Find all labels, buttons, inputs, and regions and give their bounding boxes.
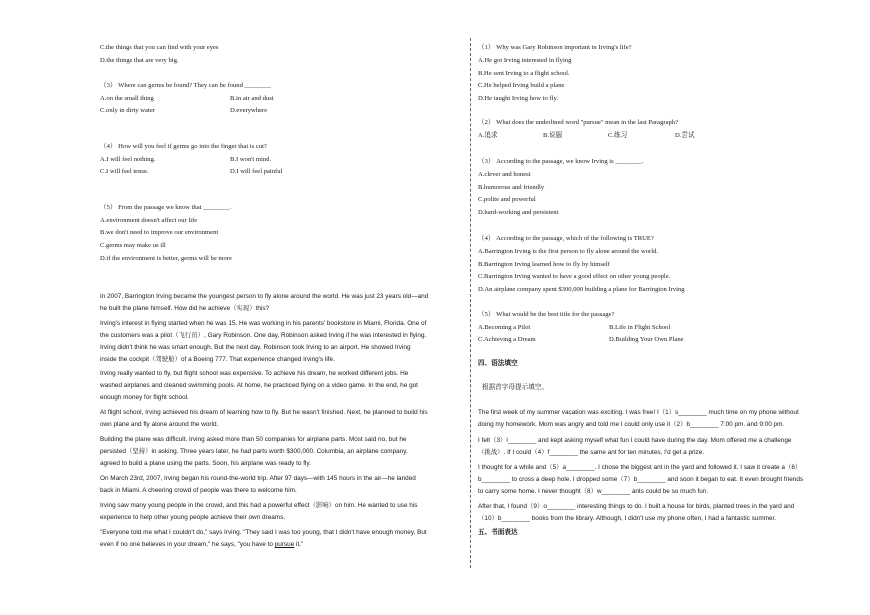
passage-line: back in Miami. A cheering crowd of people was there to welcome him. (100, 487, 297, 494)
q3-option-c: C.only in dirty water (100, 107, 155, 114)
q4-option-a: A.I will feel nothing. (100, 156, 156, 163)
passage-line: Irving saw many young people in the crowd, and this had a powerful effect（影响）on him. He wanted to use his (100, 502, 418, 509)
passage-line: On March 23rd, 2007, Irving began his round-the-world trip. After 97 days—with 145 hours in the air—he landed (100, 475, 416, 482)
passage-line: Building the plane was difficult. Irving asked more than 50 companies for airplane parts. Most said no, but he (100, 436, 407, 443)
r-q3-option-d: D.hard-working and persistent (478, 209, 559, 216)
fill-line: （挑战）. If I could（4）f________ the same ant for ten minutes, I'd get a prize. (478, 449, 705, 456)
fill-line: doing my homework. Mom was angry and told me I could only use it（2）b________ 7:00 pm. and 9:00 pm. (478, 421, 785, 428)
q4-option-d: D.I will feel painful (230, 168, 283, 175)
r-q2-option-c: C.练习 (608, 132, 628, 139)
q5-option-c: C.germs may make us ill (100, 242, 166, 249)
passage-line: Irving really wanted to fly, but flight school was expensive. To achieve his dream, he worked different jobs. He (100, 370, 409, 377)
q4-stem: （4） How will you feel if germs go into the finger that is cut? (100, 143, 267, 150)
r-q1-option-d: D.He taught Irving how to fly. (478, 95, 558, 102)
q3-option-d: D.everywhere (230, 107, 268, 114)
r-q4-option-d: D.An airplane company spent $300,000 building a plane for Barrington Irving (478, 286, 685, 293)
passage-line: the customers was a pilot（飞行员）, Gary Robinson. One day, Robinson asked Irving if he was interested in flying. (100, 332, 427, 339)
passage-line: Irving didn't think he was smart enough. But the next day, Robinson took Irving to an airport. He showed Irving (100, 344, 411, 351)
q3-stem: （3） Where can germs be found? They can be found ________ (100, 82, 271, 89)
r-q2-stem: （2） What does the underlined word "pursue" mean in the last Paragraph? (478, 119, 679, 126)
r-q2-option-a: A.追求 (478, 132, 498, 139)
fill-line: I thought for a while and（5）a________. I chose the biggest ant in the yard and followed it. I saw it create a（6） (478, 464, 802, 471)
q4-option-b: B.I won't mind. (230, 156, 272, 163)
r-q3-stem: （3） According to the passage, we know Irving is ________. (478, 158, 644, 165)
passage-line: At flight school, Irving achieved his dream of learning how to fly. But he wasn't finished. Next, he planned to build his (100, 409, 428, 416)
q4-option-c: C.I will feel tense. (100, 168, 149, 175)
fill-line: After that, I found（9）o________ interesting things to do. I built a house for birds, planted trees in the yard and (478, 503, 795, 510)
r-q2-option-d: D.尝试 (675, 132, 695, 139)
passage-line: enough money for flight school. (100, 394, 189, 401)
q5-option-b: B.we don't need to improve our environment (100, 229, 219, 236)
fill-line: b________ to cross a deep hole. I dropped some（7）b________ and soon it began to eat. It even brought friends (478, 476, 804, 483)
passage-text: it." (294, 541, 304, 548)
r-q3-option-a: A.clever and honest (478, 171, 531, 178)
r-q1-stem: （1） Why was Gary Robinson important in Irving's life? (478, 44, 632, 51)
fill-line: to carry some home. I never thought（8）w________ ants could be so much fun. (478, 488, 709, 495)
fill-line: The first week of my summer vacation was exciting. I was free! I（1）s________ much time on my phone without (478, 409, 799, 416)
passage-line: he built the plane himself. How did he achieve（实现）this? (100, 305, 270, 312)
passage-last-line (100, 541, 303, 549)
q3-option-b: B.in air and dust (230, 95, 274, 102)
passage-line: Irving's interest in flying started when he was 15. He was working in his parents' bookstore in Miami, Florida. One of (100, 320, 427, 327)
passage-text: even if no one believes in your dream," he says, "you have to (100, 541, 275, 548)
r-q5-option-a: A.Becoming a Pilot (478, 324, 531, 331)
passage-line: "Everyone told me what I couldn't do," says Irving. "They said I was too young, that I didn't have enough money. But (100, 529, 427, 536)
section-5-title: 五、书面表达 (478, 529, 518, 536)
r-q4-option-a: A.Barrington Irving is the first person to fly alone around the world. (478, 248, 659, 255)
r-q1-option-a: A.He got Irving interested in flying (478, 57, 572, 64)
passage-line: washed airplanes and cleaned swimming pools. At home, he practiced flying on a video game. In the end, he got (100, 382, 418, 389)
r-q5-option-d: D.Building Your Own Plane (609, 336, 684, 343)
passage-line: agreed to build a plane using the parts. Soon, his airplane was ready to fly. (100, 460, 311, 467)
r-q3-option-b: B.humorous and friendly (478, 184, 545, 191)
q3-option-a: A.on the small thing (100, 95, 154, 102)
q5-option-a: A.environment doesn't affect our life (100, 217, 198, 224)
r-q4-option-c: C.Barrington Irving wanted to have a good effect on other young people. (478, 273, 671, 280)
r-q5-option-c: C.Achieving a Dream (478, 336, 536, 343)
section-4-instructions: 根据首字母提示填空。 (482, 384, 548, 391)
q2-option-c: C.the things that you can find with your eyes (100, 44, 219, 51)
underlined-word-pursue: pursue (274, 541, 295, 548)
r-q4-option-b: B.Barrington Irving learned how to fly by himself (478, 261, 610, 268)
r-q1-option-b: B.He sent Irving to a flight school. (478, 70, 570, 77)
r-q1-option-c: C.He helped Irving build a plane (478, 82, 565, 89)
passage-line: inside the cockpit（驾驶舱）of a Boeing 777. That experience changed Irving's life. (100, 356, 335, 363)
passage-line: In 2007, Barrington Irving became the youngest person to fly alone around the world. He was just 23 years old—and (100, 293, 429, 300)
q2-option-d: D.the things that are very big. (100, 57, 179, 64)
r-q3-option-c: C.polite and powerful (478, 196, 536, 203)
q5-option-d: D.if the environment is better, germs will be more (100, 255, 232, 262)
column-divider (470, 38, 471, 568)
passage-line: persisted（坚持）in asking. Three years later, he had parts worth $300,000. Columbia, an airplane company, (100, 448, 408, 455)
fill-line: I felt（3）l________ and kept asking myself what fun I could have during the day. Mom offered me a challenge (478, 437, 792, 444)
r-q2-option-b: B.说服 (543, 132, 563, 139)
passage-line: experience to help other young people achieve their own dreams. (100, 514, 286, 521)
passage-line: own plane and fly alone around the world. (100, 421, 219, 428)
q5-stem: （5） From the passage we know that ________. (100, 204, 232, 211)
r-q5-stem: （5） What would be the best title for the passage? (478, 311, 615, 318)
fill-line: （10）b________ books from the library. Although, I didn't use my phone often, I had a fantastic summer. (478, 515, 777, 522)
r-q4-stem: （4） According to the passage, which of the following is TRUE? (478, 235, 654, 242)
section-4-title: 四、语法填空 (478, 360, 518, 367)
r-q5-option-b: B.Life in Flight School (609, 324, 671, 331)
